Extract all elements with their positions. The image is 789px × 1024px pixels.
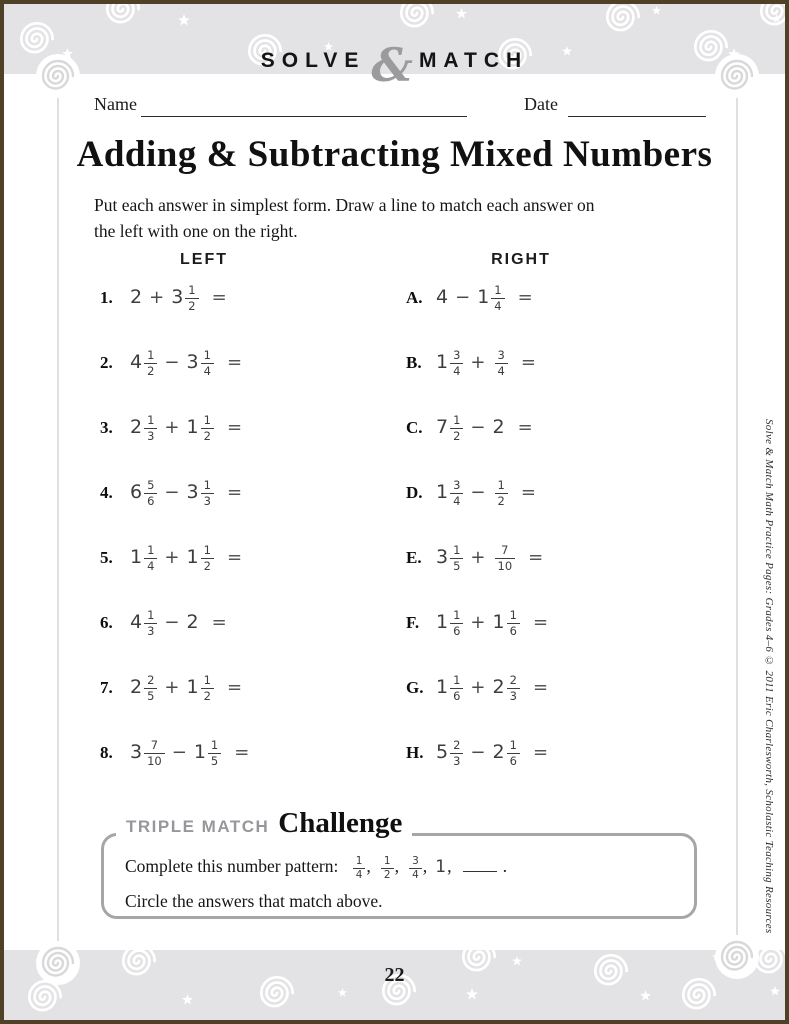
operator: = <box>226 416 243 438</box>
problem-expression <box>130 413 249 443</box>
page-title: Adding & Subtracting Mixed Numbers <box>76 134 713 175</box>
problem-row <box>94 675 714 740</box>
operator: = <box>532 676 549 698</box>
number: 4 $\frac{1}{2}$ <box>130 355 157 372</box>
fraction: $\frac{7}{10}$ <box>495 545 516 572</box>
problem-label: H. <box>406 742 424 762</box>
right-margin-line <box>736 74 738 956</box>
page-number: 22 <box>384 964 405 986</box>
operator: + <box>164 416 180 438</box>
problem-right <box>406 415 540 442</box>
fraction: $\frac{1}{2}$ <box>381 856 394 881</box>
swirl-icon <box>100 4 146 32</box>
instructions-line-1: Put each answer in simplest form. Draw a line to match each answer on <box>94 195 595 215</box>
operator: , <box>447 856 452 876</box>
problem-right <box>406 675 555 702</box>
fraction: $\frac{1}{3}$ <box>144 415 157 442</box>
number <box>351 854 366 881</box>
fraction: $\frac{1}{5}$ <box>450 545 463 572</box>
star-icon <box>652 6 661 15</box>
number: 1 $\frac{1}{2}$ <box>187 420 214 437</box>
problem-label: 8. <box>100 742 113 762</box>
problem-right <box>406 545 550 572</box>
number: 3 $\frac{7}{10}$ <box>130 745 165 762</box>
name-blank-line <box>141 115 467 117</box>
number <box>493 543 516 573</box>
fraction: $\frac{3}{4}$ <box>450 480 463 507</box>
fraction: $\frac{1}{2}$ <box>185 285 198 312</box>
operator: = <box>520 481 536 503</box>
star-icon <box>466 988 478 1000</box>
number: 6 $\frac{5}{6}$ <box>130 485 157 502</box>
problem-left <box>100 415 249 442</box>
problem-expression <box>130 283 234 313</box>
problem-expression <box>436 738 555 768</box>
fraction: $\frac{1}{5}$ <box>208 740 221 767</box>
number: 2 <box>186 610 199 633</box>
fraction: $\frac{3}{4}$ <box>409 856 422 881</box>
name-label: Name <box>94 94 137 114</box>
problem-row <box>94 285 714 350</box>
problem-expression <box>130 543 249 573</box>
operator: + <box>164 546 180 568</box>
number: 1 $\frac{1}{6}$ <box>436 680 463 697</box>
problem-expression <box>436 283 540 313</box>
problem-expression <box>130 478 249 508</box>
operator: = <box>234 741 250 763</box>
fraction: $\frac{3}{4}$ <box>495 350 508 377</box>
fraction: $\frac{1}{4}$ <box>144 545 157 572</box>
problem-label: C. <box>406 417 423 437</box>
operator: − <box>470 481 486 503</box>
problem-label: 3. <box>100 417 113 437</box>
problem-expression <box>130 348 249 378</box>
challenge-heading <box>116 807 412 840</box>
fraction: $\frac{1}{6}$ <box>450 675 463 702</box>
operator: − <box>470 741 486 763</box>
operator: = <box>226 351 243 373</box>
solve-and-match-logo <box>4 34 785 92</box>
challenge-line-1 <box>125 853 694 881</box>
problem-label: A. <box>406 287 423 307</box>
number <box>407 854 422 881</box>
operator: + <box>470 676 486 698</box>
number: 2 $\frac{2}{5}$ <box>130 680 157 697</box>
operator: = <box>517 286 533 308</box>
column-header-right: RIGHT <box>491 251 551 268</box>
number: 2 $\frac{1}{3}$ <box>130 420 157 437</box>
ampersand-icon: & <box>371 38 413 92</box>
fraction: $\frac{3}{4}$ <box>450 350 463 377</box>
problems <box>94 285 714 805</box>
problem-right <box>406 740 555 767</box>
fraction: $\frac{1}{2}$ <box>201 415 214 442</box>
number: 1 $\frac{1}{4}$ <box>130 550 157 567</box>
operator: = <box>532 741 549 763</box>
problem-label: 2. <box>100 352 113 372</box>
challenge-line-2: Circle the answers that match above. <box>125 890 383 911</box>
number <box>379 854 394 881</box>
operator: + <box>164 676 180 698</box>
problem-expression <box>436 543 550 573</box>
number: 1 $\frac{1}{2}$ <box>187 550 214 567</box>
problem-right <box>406 610 555 637</box>
fraction: $\frac{1}{2}$ <box>201 545 214 572</box>
number: 5 $\frac{2}{3}$ <box>436 745 463 762</box>
number: 2 <box>130 285 143 308</box>
problem-label: 4. <box>100 482 113 502</box>
operator: + <box>470 546 486 568</box>
problem-expression <box>436 348 543 378</box>
operator: − <box>470 416 486 438</box>
number: 4 $\frac{1}{3}$ <box>130 615 157 632</box>
fraction: $\frac{7}{10}$ <box>144 740 165 767</box>
problem-row <box>94 740 714 805</box>
number: 1 $\frac{3}{4}$ <box>436 355 463 372</box>
date-label: Date <box>524 94 558 114</box>
problem-right <box>406 480 543 507</box>
fraction: $\frac{1}{6}$ <box>507 610 520 637</box>
number: 1 $\frac{1}{5}$ <box>194 745 221 762</box>
problem-label: 7. <box>100 677 113 697</box>
fraction: $\frac{1}{2}$ <box>495 480 508 507</box>
operator: , <box>422 856 428 876</box>
problem-left <box>100 675 249 702</box>
problem-expression <box>436 608 555 638</box>
number: 2 <box>492 415 505 438</box>
problem-right <box>406 285 540 312</box>
number-pattern <box>351 854 515 881</box>
star-icon <box>178 14 190 26</box>
fraction: $\frac{2}{5}$ <box>144 675 157 702</box>
number: 1 $\frac{1}{4}$ <box>477 290 504 307</box>
problem-left <box>100 350 249 377</box>
number: 1 $\frac{1}{6}$ <box>493 615 520 632</box>
logo-word-solve: SOLVE <box>260 49 366 72</box>
operator: . <box>502 856 508 876</box>
problem-left <box>100 740 256 767</box>
operator: = <box>528 546 544 568</box>
problem-left <box>100 610 234 637</box>
problem-label: 1. <box>100 287 113 307</box>
problem-left <box>100 480 249 507</box>
operator: + <box>470 611 486 633</box>
number <box>493 478 508 508</box>
number: 1 $\frac{1}{6}$ <box>436 615 463 632</box>
fraction: $\frac{1}{6}$ <box>450 610 463 637</box>
fraction: $\frac{1}{4}$ <box>201 350 214 377</box>
number: 4 <box>436 285 449 308</box>
left-margin-line <box>57 74 59 956</box>
fraction: $\frac{1}{6}$ <box>507 740 520 767</box>
problem-expression <box>130 738 256 768</box>
problem-expression <box>436 478 543 508</box>
operator: − <box>171 741 187 763</box>
operator: , <box>366 856 371 876</box>
star-icon <box>770 986 780 996</box>
fraction: $\frac{1}{3}$ <box>144 610 157 637</box>
number: 3 $\frac{1}{2}$ <box>171 290 198 307</box>
fraction: $\frac{1}{2}$ <box>450 415 463 442</box>
number: 1 $\frac{1}{2}$ <box>187 680 214 697</box>
number: 3 $\frac{1}{4}$ <box>187 355 214 372</box>
operator: = <box>211 286 227 308</box>
challenge-tag: TRIPLE MATCH <box>126 817 270 836</box>
problem-left <box>100 545 249 572</box>
problem-label: 5. <box>100 547 113 567</box>
operator: = <box>226 481 243 503</box>
operator: = <box>226 676 243 698</box>
problem-row <box>94 610 714 675</box>
operator: = <box>517 416 533 438</box>
instructions <box>94 193 595 245</box>
star-icon <box>338 988 347 997</box>
fraction: $\frac{5}{6}$ <box>144 480 157 507</box>
problem-row <box>94 415 714 480</box>
date-blank-line <box>568 115 706 117</box>
fraction: $\frac{1}{4}$ <box>491 285 504 312</box>
logo-word-match: MATCH <box>418 49 529 72</box>
copyright-sidebar-text: Solve & Match Math Practice Pages: Grades 4–6 © 2011 Eric Charlesworth, Scholastic Teaching Resources <box>763 419 775 934</box>
star-icon <box>640 990 651 1001</box>
problem-expression <box>130 608 234 638</box>
answer-blank-line <box>463 856 497 872</box>
problem-right <box>406 350 543 377</box>
operator: = <box>532 611 549 633</box>
challenge-line1-prefix: Complete this number pattern: <box>125 856 339 876</box>
number: 1 $\frac{3}{4}$ <box>436 485 463 502</box>
problem-label: E. <box>406 547 422 567</box>
problem-expression <box>436 413 540 443</box>
star-icon <box>182 994 193 1005</box>
star-icon <box>456 8 467 19</box>
number: 2 $\frac{2}{3}$ <box>493 680 520 697</box>
problem-label: G. <box>406 677 424 697</box>
operator: − <box>164 481 180 503</box>
problem-expression <box>436 673 555 703</box>
problem-expression <box>130 673 249 703</box>
fraction: $\frac{2}{3}$ <box>450 740 463 767</box>
star-icon <box>772 14 781 23</box>
fraction: $\frac{1}{4}$ <box>353 856 366 881</box>
operator: = <box>226 546 243 568</box>
operator: , <box>394 856 400 876</box>
number: 3 $\frac{1}{3}$ <box>187 485 214 502</box>
operator: + <box>470 351 486 373</box>
problem-label: D. <box>406 482 423 502</box>
problem-label: 6. <box>100 612 113 632</box>
fraction: $\frac{1}{3}$ <box>201 480 214 507</box>
number: 1 <box>435 857 447 877</box>
number <box>493 348 508 378</box>
fraction: $\frac{1}{2}$ <box>144 350 157 377</box>
operator: − <box>164 351 180 373</box>
operator: − <box>455 286 471 308</box>
operator: − <box>164 611 180 633</box>
swirl-icon <box>394 4 440 36</box>
challenge-box <box>101 833 697 919</box>
number: 2 $\frac{1}{6}$ <box>493 745 520 762</box>
operator: = <box>520 351 536 373</box>
column-header-left: LEFT <box>180 251 228 268</box>
problem-row <box>94 480 714 545</box>
fraction: $\frac{1}{2}$ <box>201 675 214 702</box>
fraction: $\frac{2}{3}$ <box>507 675 520 702</box>
problem-row <box>94 350 714 415</box>
number: 3 $\frac{1}{5}$ <box>436 550 463 567</box>
problem-label: B. <box>406 352 422 372</box>
instructions-line-2: the left with one on the right. <box>94 220 298 241</box>
problem-row <box>94 545 714 610</box>
number: 7 $\frac{1}{2}$ <box>436 420 463 437</box>
problem-left <box>100 285 234 312</box>
problem-label: F. <box>406 612 420 632</box>
operator: + <box>149 286 165 308</box>
challenge-title: Challenge <box>278 807 403 839</box>
operator: = <box>211 611 227 633</box>
